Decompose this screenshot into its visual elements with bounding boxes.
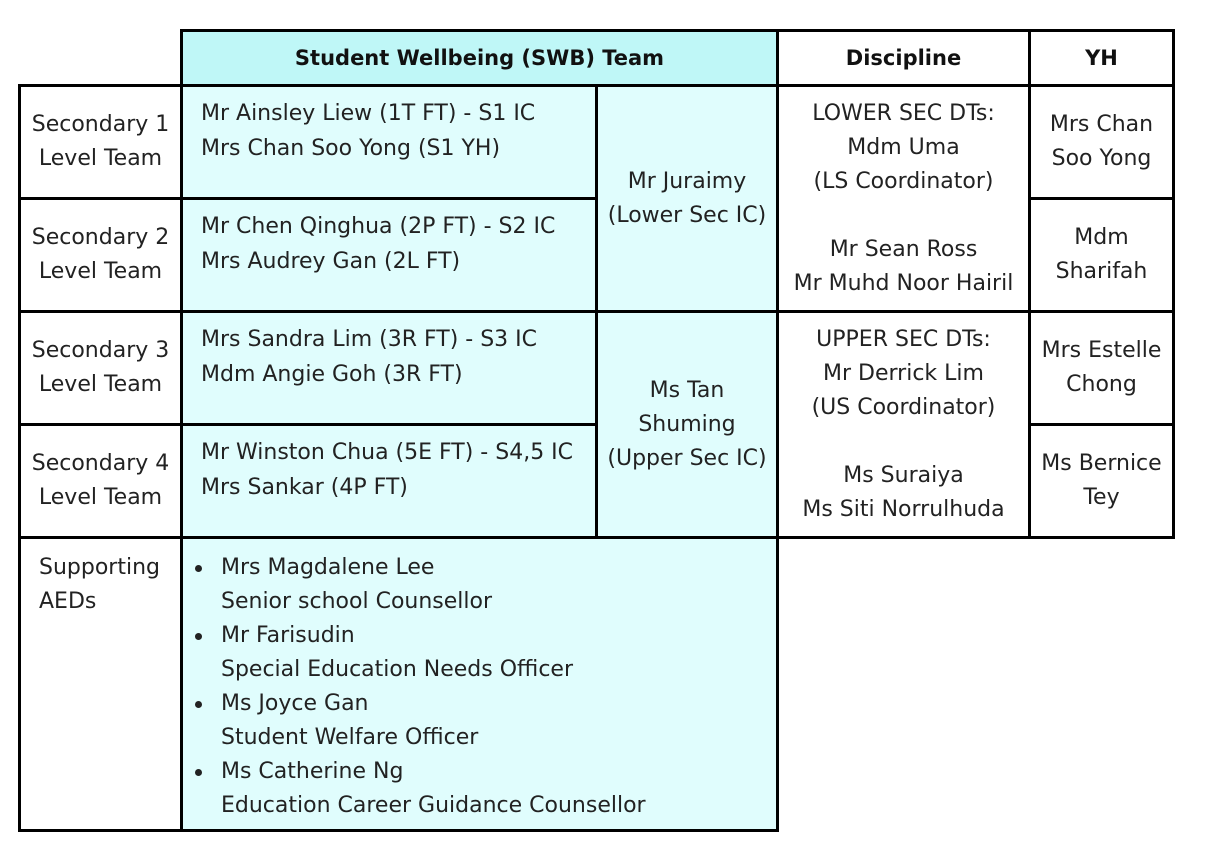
level-label-line: Secondary 3 bbox=[31, 338, 170, 363]
bullet-icon bbox=[195, 769, 202, 776]
yh-line: Mdm bbox=[1074, 225, 1129, 250]
upper-sec-ic-cell bbox=[595, 310, 779, 539]
aed-name: Mrs Magdalene Lee bbox=[221, 555, 435, 580]
aed-list bbox=[185, 551, 776, 823]
yh-line: Sharifah bbox=[1055, 259, 1148, 284]
yh-cell-s1 bbox=[1028, 84, 1175, 200]
bullet-icon bbox=[195, 633, 202, 640]
bullet-icon bbox=[195, 565, 202, 572]
level-label-line: Level Team bbox=[38, 259, 163, 284]
supporting-label-line: Supporting bbox=[39, 555, 160, 580]
discipline-coordinator-role: (US Coordinator) bbox=[811, 394, 996, 420]
yh-cell-s4 bbox=[1028, 423, 1175, 539]
level-label-s3 bbox=[18, 310, 183, 426]
yh-line: Soo Yong bbox=[1051, 146, 1152, 171]
yh-line: Chong bbox=[1066, 372, 1137, 397]
supporting-label-line: AEDs bbox=[39, 589, 97, 614]
swb-member: Mdm Angie Goh (3R FT) bbox=[201, 362, 463, 387]
swb-member: Mr Winston Chua (5E FT) - S4,5 IC bbox=[201, 440, 574, 465]
discipline-member: Mr Sean Ross bbox=[829, 236, 978, 262]
bullet-icon bbox=[195, 701, 202, 708]
discipline-upper-cell bbox=[776, 310, 1031, 539]
discipline-coordinator: Mr Derrick Lim bbox=[823, 360, 984, 386]
aed-item bbox=[185, 755, 776, 823]
discipline-header bbox=[776, 29, 1031, 87]
swb-member: Mr Ainsley Liew (1T FT) - S1 IC bbox=[201, 101, 536, 126]
discipline-coordinator-role: (LS Coordinator) bbox=[813, 168, 994, 194]
yh-header bbox=[1028, 29, 1175, 87]
ic-line: Shuming bbox=[638, 411, 736, 437]
level-label-line: Level Team bbox=[38, 485, 163, 510]
discipline-member: Mr Muhd Noor Hairil bbox=[793, 270, 1014, 296]
swb-cell-s1 bbox=[180, 84, 598, 200]
ic-line: (Upper Sec IC) bbox=[607, 445, 767, 471]
swb-cell-s3 bbox=[180, 310, 598, 426]
aed-name: Ms Catherine Ng bbox=[221, 759, 404, 784]
discipline-title: UPPER SEC DTs: bbox=[816, 326, 991, 352]
lower-sec-ic-cell bbox=[595, 84, 779, 313]
swb-team-header-text: Student Wellbeing (SWB) Team bbox=[294, 46, 665, 70]
discipline-title: LOWER SEC DTs: bbox=[812, 100, 995, 126]
swb-member: Mrs Chan Soo Yong (S1 YH) bbox=[201, 136, 501, 161]
supporting-aeds-cell bbox=[180, 536, 779, 832]
yh-header-text: YH bbox=[1085, 46, 1118, 70]
aed-name: Ms Joyce Gan bbox=[221, 691, 369, 716]
level-label-s1 bbox=[18, 84, 183, 200]
aed-item bbox=[185, 619, 776, 687]
level-label-line: Level Team bbox=[38, 372, 163, 397]
aed-item bbox=[185, 687, 776, 755]
swb-cell-s4 bbox=[180, 423, 598, 539]
discipline-lower-cell bbox=[776, 84, 1031, 313]
yh-line: Mrs Chan bbox=[1049, 112, 1154, 137]
swb-cell-s2 bbox=[180, 197, 598, 313]
ic-line: (Lower Sec IC) bbox=[607, 202, 767, 228]
yh-cell-s3 bbox=[1028, 310, 1175, 426]
yh-line: Tey bbox=[1083, 485, 1120, 510]
swb-member: Mr Chen Qinghua (2P FT) - S2 IC bbox=[201, 214, 556, 239]
swb-team-header bbox=[180, 29, 779, 87]
yh-cell-s2 bbox=[1028, 197, 1175, 313]
level-label-line: Secondary 4 bbox=[31, 451, 170, 476]
swb-member: Mrs Sandra Lim (3R FT) - S3 IC bbox=[201, 327, 538, 352]
level-label-line: Secondary 2 bbox=[31, 225, 170, 250]
swb-member: Mrs Audrey Gan (2L FT) bbox=[201, 249, 461, 274]
supporting-aeds-label bbox=[18, 536, 183, 832]
ic-line: Mr Juraimy bbox=[627, 168, 747, 194]
aed-name: Mr Farisudin bbox=[221, 623, 355, 648]
level-label-line: Level Team bbox=[38, 146, 163, 171]
discipline-member: Ms Suraiya bbox=[843, 462, 964, 488]
level-label-s4 bbox=[18, 423, 183, 539]
aed-role: Student Welfare Officer bbox=[221, 725, 479, 750]
aed-role: Education Career Guidance Counsellor bbox=[221, 793, 646, 818]
discipline-member: Ms Siti Norrulhuda bbox=[802, 496, 1005, 522]
level-label-s2 bbox=[18, 197, 183, 313]
yh-line: Ms Bernice bbox=[1041, 451, 1162, 476]
swb-member: Mrs Sankar (4P FT) bbox=[201, 475, 408, 500]
aed-item bbox=[185, 551, 776, 619]
discipline-coordinator: Mdm Uma bbox=[847, 134, 960, 160]
yh-line: Mrs Estelle bbox=[1041, 338, 1162, 363]
aed-role: Special Education Needs Officer bbox=[221, 657, 573, 682]
discipline-header-text: Discipline bbox=[845, 46, 962, 70]
ic-line: Ms Tan bbox=[649, 377, 725, 403]
aed-role: Senior school Counsellor bbox=[221, 589, 493, 614]
level-label-line: Secondary 1 bbox=[31, 112, 170, 137]
